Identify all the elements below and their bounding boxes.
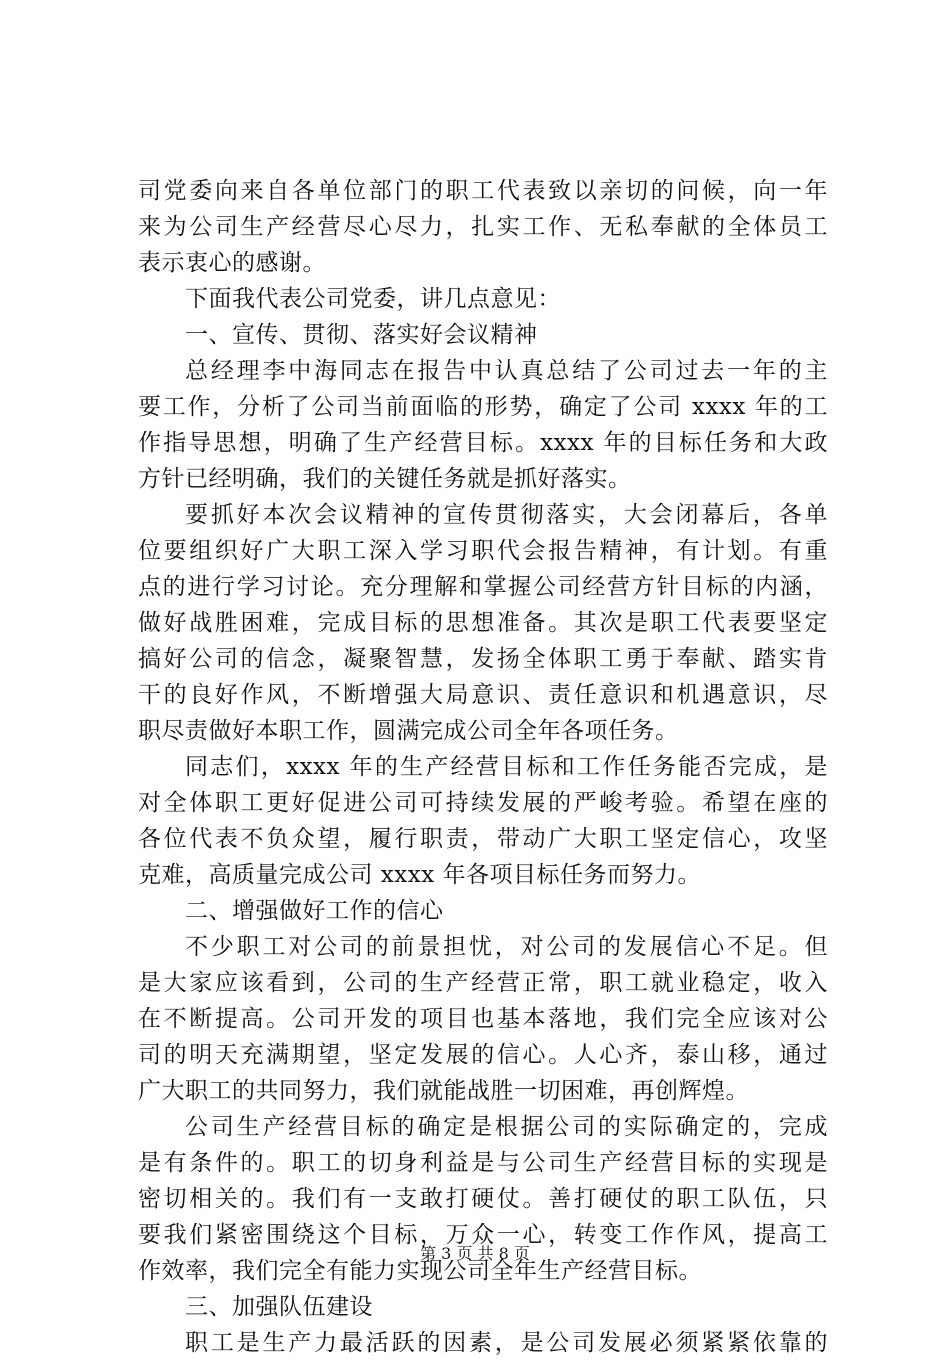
text-line: 搞好公司的信念，凝聚智慧，发扬全体职工勇于奉献、踏实肯 [138,646,828,672]
text-line: 来为公司生产经营尽心尽力，扎实工作、无私奉献的全体员工 [138,214,828,240]
text-line: 职尽责做好本职工作，圆满完成公司全年各项任务。 [138,718,679,744]
text-line: 要工作，分析了公司当前面临的形势，确定了公司 xxxx 年的工 [138,394,828,420]
text-line: 公司生产经营目标的确定是根据公司的实际确定的，完成 [185,1114,828,1140]
text-line: 干的良好作风，不断增强大局意识、责任意识和机遇意识，尽 [138,682,828,708]
text-line: 作效率，我们完全有能力实现公司全年生产经营目标。 [138,1258,702,1284]
text-line: 同志们，xxxx 年的生产经营目标和工作任务能否完成，是 [185,754,828,780]
text-line: 司党委向来自各单位部门的职工代表致以亲切的问候，向一年 [138,178,828,204]
text-line: 下面我代表公司党委，讲几点意见： [185,286,561,312]
text-line: 方针已经明确，我们的关键任务就是抓好落实。 [138,466,632,492]
text-line: 职工是生产力最活跃的因素，是公司发展必须紧紧依靠的 [185,1330,828,1356]
text-line: 不少职工对公司的前景担忧，对公司的发展信心不足。但 [185,934,828,960]
text-line: 一、宣传、贯彻、落实好会议精神 [185,322,538,348]
document-body [138,173,828,1361]
text-line: 总经理李中海同志在报告中认真总结了公司过去一年的主 [185,358,828,384]
text-line: 在不断提高。公司开发的项目也基本落地，我们完全应该对公 [138,1006,828,1032]
text-line: 作指导思想，明确了生产经营目标。xxxx 年的目标任务和大政 [138,430,828,456]
text-line: 要抓好本次会议精神的宣传贯彻落实，大会闭幕后，各单 [185,502,828,528]
text-line: 位要组织好广大职工深入学习职代会报告精神，有计划。有重 [138,538,828,564]
text-line: 表示衷心的感谢。 [138,250,326,276]
text-line: 密切相关的。我们有一支敢打硬仗。善打硬仗的职工队伍，只 [138,1186,828,1212]
text-line: 三、加强队伍建设 [185,1294,373,1320]
text-line: 是大家应该看到，公司的生产经营正常，职工就业稳定，收入 [138,970,828,996]
text-line: 各位代表不负众望，履行职责，带动广大职工坚定信心，攻坚 [138,826,828,852]
text-line: 对全体职工更好促进公司可持续发展的严峻考验。希望在座的 [138,790,828,816]
text-line: 克难，高质量完成公司 xxxx 年各项目标任务而努力。 [138,862,702,888]
text-line: 二、增强做好工作的信心 [185,898,444,924]
text-line: 要我们紧密围绕这个目标，万众一心，转变工作作风，提高工 [138,1222,828,1248]
text-line: 广大职工的共同努力，我们就能战胜一切困难，再创辉煌。 [138,1078,749,1104]
page-footer: 第 3 页 共 8 页 [420,1244,530,1263]
text-line: 司的明天充满期望，坚定发展的信心。人心齐，泰山移，通过 [138,1042,828,1068]
text-line: 是有条件的。职工的切身利益是与公司生产经营目标的实现是 [138,1150,828,1176]
text-line: 做好战胜困难，完成目标的思想准备。其次是职工代表要坚定 [138,610,828,636]
text-line: 点的进行学习讨论。充分理解和掌握公司经营方针目标的内涵， [138,574,828,600]
